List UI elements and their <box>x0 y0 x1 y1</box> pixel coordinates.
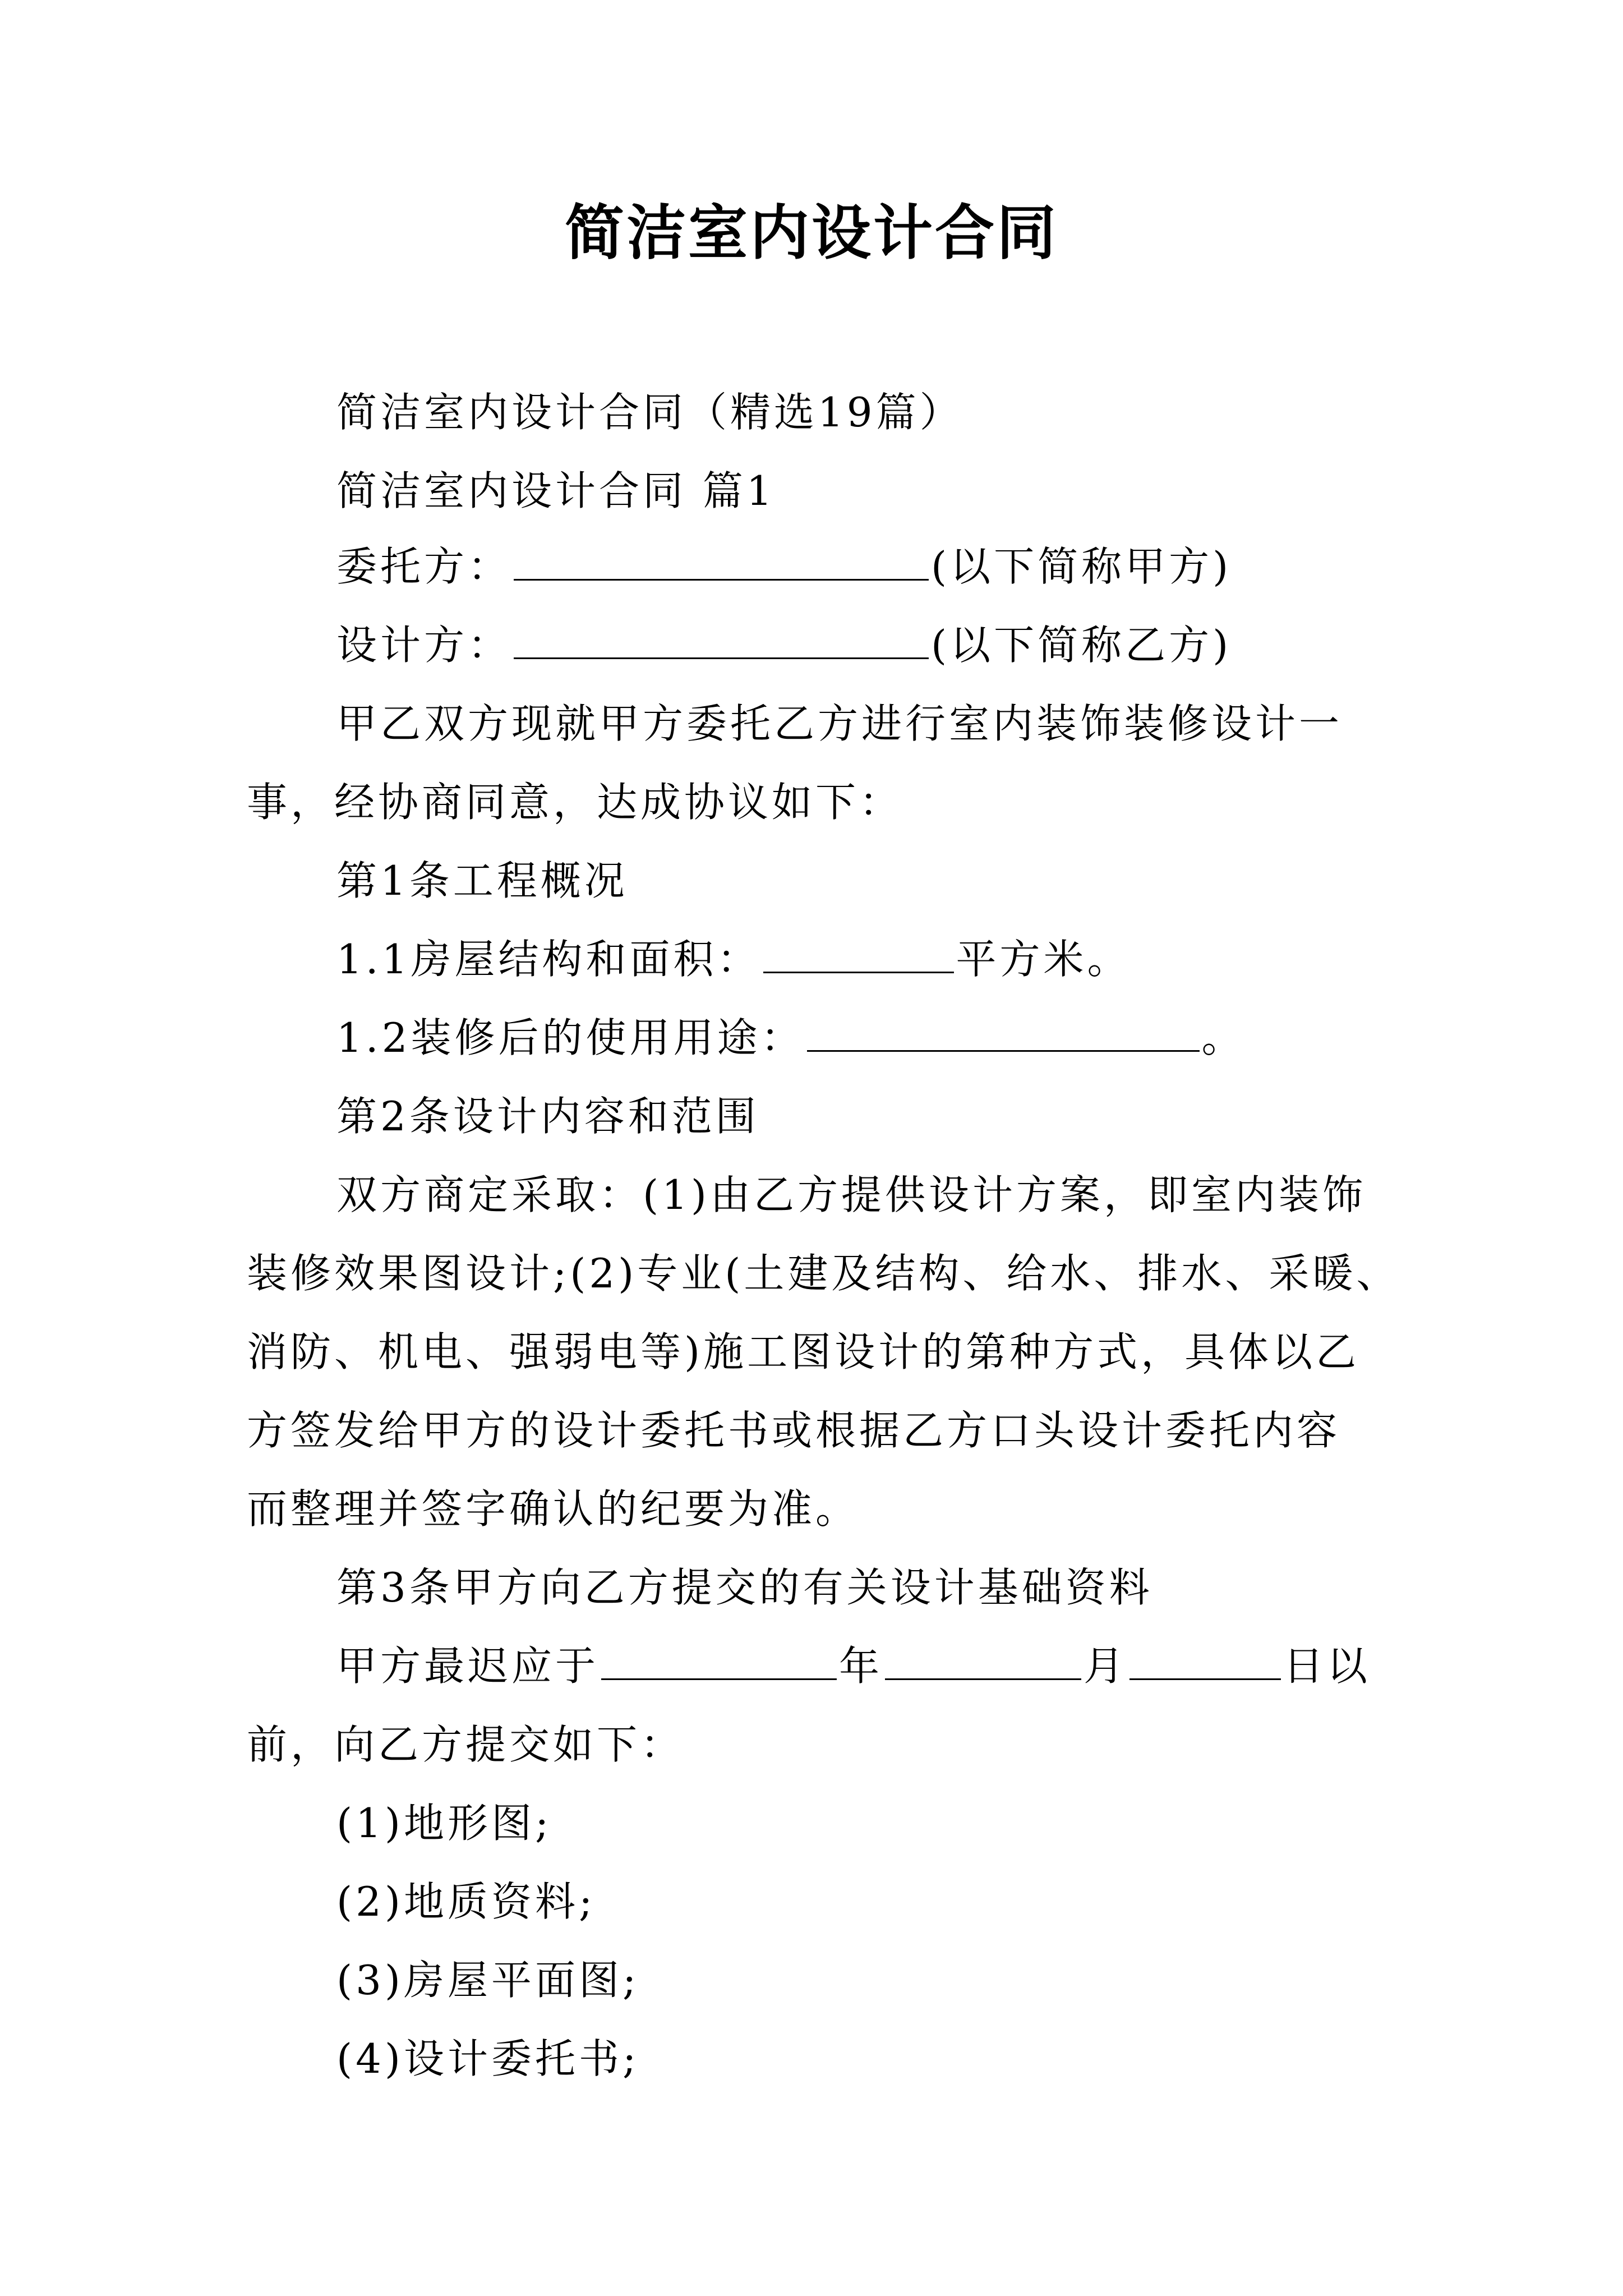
client-line <box>336 541 1232 592</box>
client-label: 委托方： <box>336 543 512 590</box>
document-title: 简洁室内设计合同 <box>565 197 1058 268</box>
deadline-line <box>336 1641 1371 1691</box>
list-item: (3)房屋平面图; <box>336 1957 640 2004</box>
deadline-year: 年 <box>839 1642 883 1690</box>
deadline-month: 月 <box>1083 1642 1128 1690</box>
intro-line-1: 甲乙双方现就甲方委托乙方进行室内装饰装修设计一 <box>336 700 1343 747</box>
year-blank <box>601 1644 837 1680</box>
month-blank <box>885 1644 1081 1680</box>
article-2-line-2: 装修效果图设计;(2)专业(土建及结构、给水、排水、采暖、 <box>247 1250 1400 1297</box>
deadline-day: 日以 <box>1283 1642 1371 1690</box>
section-heading: 简洁室内设计合同 篇1 <box>336 467 776 514</box>
client-suffix: (以下简称甲方) <box>931 543 1232 590</box>
item-1-2-label: 1.2装修后的使用用途： <box>336 1014 805 1061</box>
document-subtitle: 简洁室内设计合同（精选19篇） <box>336 389 963 436</box>
article-2-line-5: 而整理并签字确认的纪要为准。 <box>247 1485 860 1533</box>
item-1-1 <box>336 934 1131 984</box>
list-item: (1)地形图; <box>336 1800 552 1847</box>
designer-label: 设计方： <box>336 622 512 669</box>
designer-blank <box>514 623 929 659</box>
item-1-1-suffix: 平方米。 <box>956 936 1131 983</box>
deadline-line-2: 前，向乙方提交如下： <box>247 1721 685 1768</box>
designer-suffix: (以下简称乙方) <box>931 622 1232 669</box>
article-2-line-4: 方签发给甲方的设计委托书或根据乙方口头设计委托内容 <box>247 1407 1341 1454</box>
list-item: (2)地质资料; <box>336 1878 596 1925</box>
area-blank <box>763 937 954 973</box>
item-1-2-suffix: 。 <box>1201 1014 1246 1061</box>
day-blank <box>1129 1644 1281 1680</box>
article-2-line-1: 双方商定采取：(1)由乙方提供设计方案，即室内装饰 <box>336 1171 1366 1218</box>
article-2-line-3: 消防、机电、强弱电等)施工图设计的第种方式，具体以乙 <box>247 1328 1360 1375</box>
deadline-prefix: 甲方最迟应于 <box>336 1642 600 1690</box>
intro-line-2: 事，经协商同意，达成协议如下： <box>247 779 903 826</box>
article-3-heading: 第3条甲方向乙方提交的有关设计基础资料 <box>336 1564 1153 1611</box>
article-2-heading: 第2条设计内容和范围 <box>336 1093 759 1140</box>
designer-line <box>336 620 1232 670</box>
item-1-2 <box>336 1013 1246 1063</box>
item-1-1-label: 1.1房屋结构和面积： <box>336 936 761 983</box>
client-blank <box>514 544 929 581</box>
list-item: (4)设计委托书; <box>336 2035 640 2082</box>
article-1-heading: 第1条工程概况 <box>336 857 628 904</box>
usage-blank <box>807 1015 1200 1052</box>
